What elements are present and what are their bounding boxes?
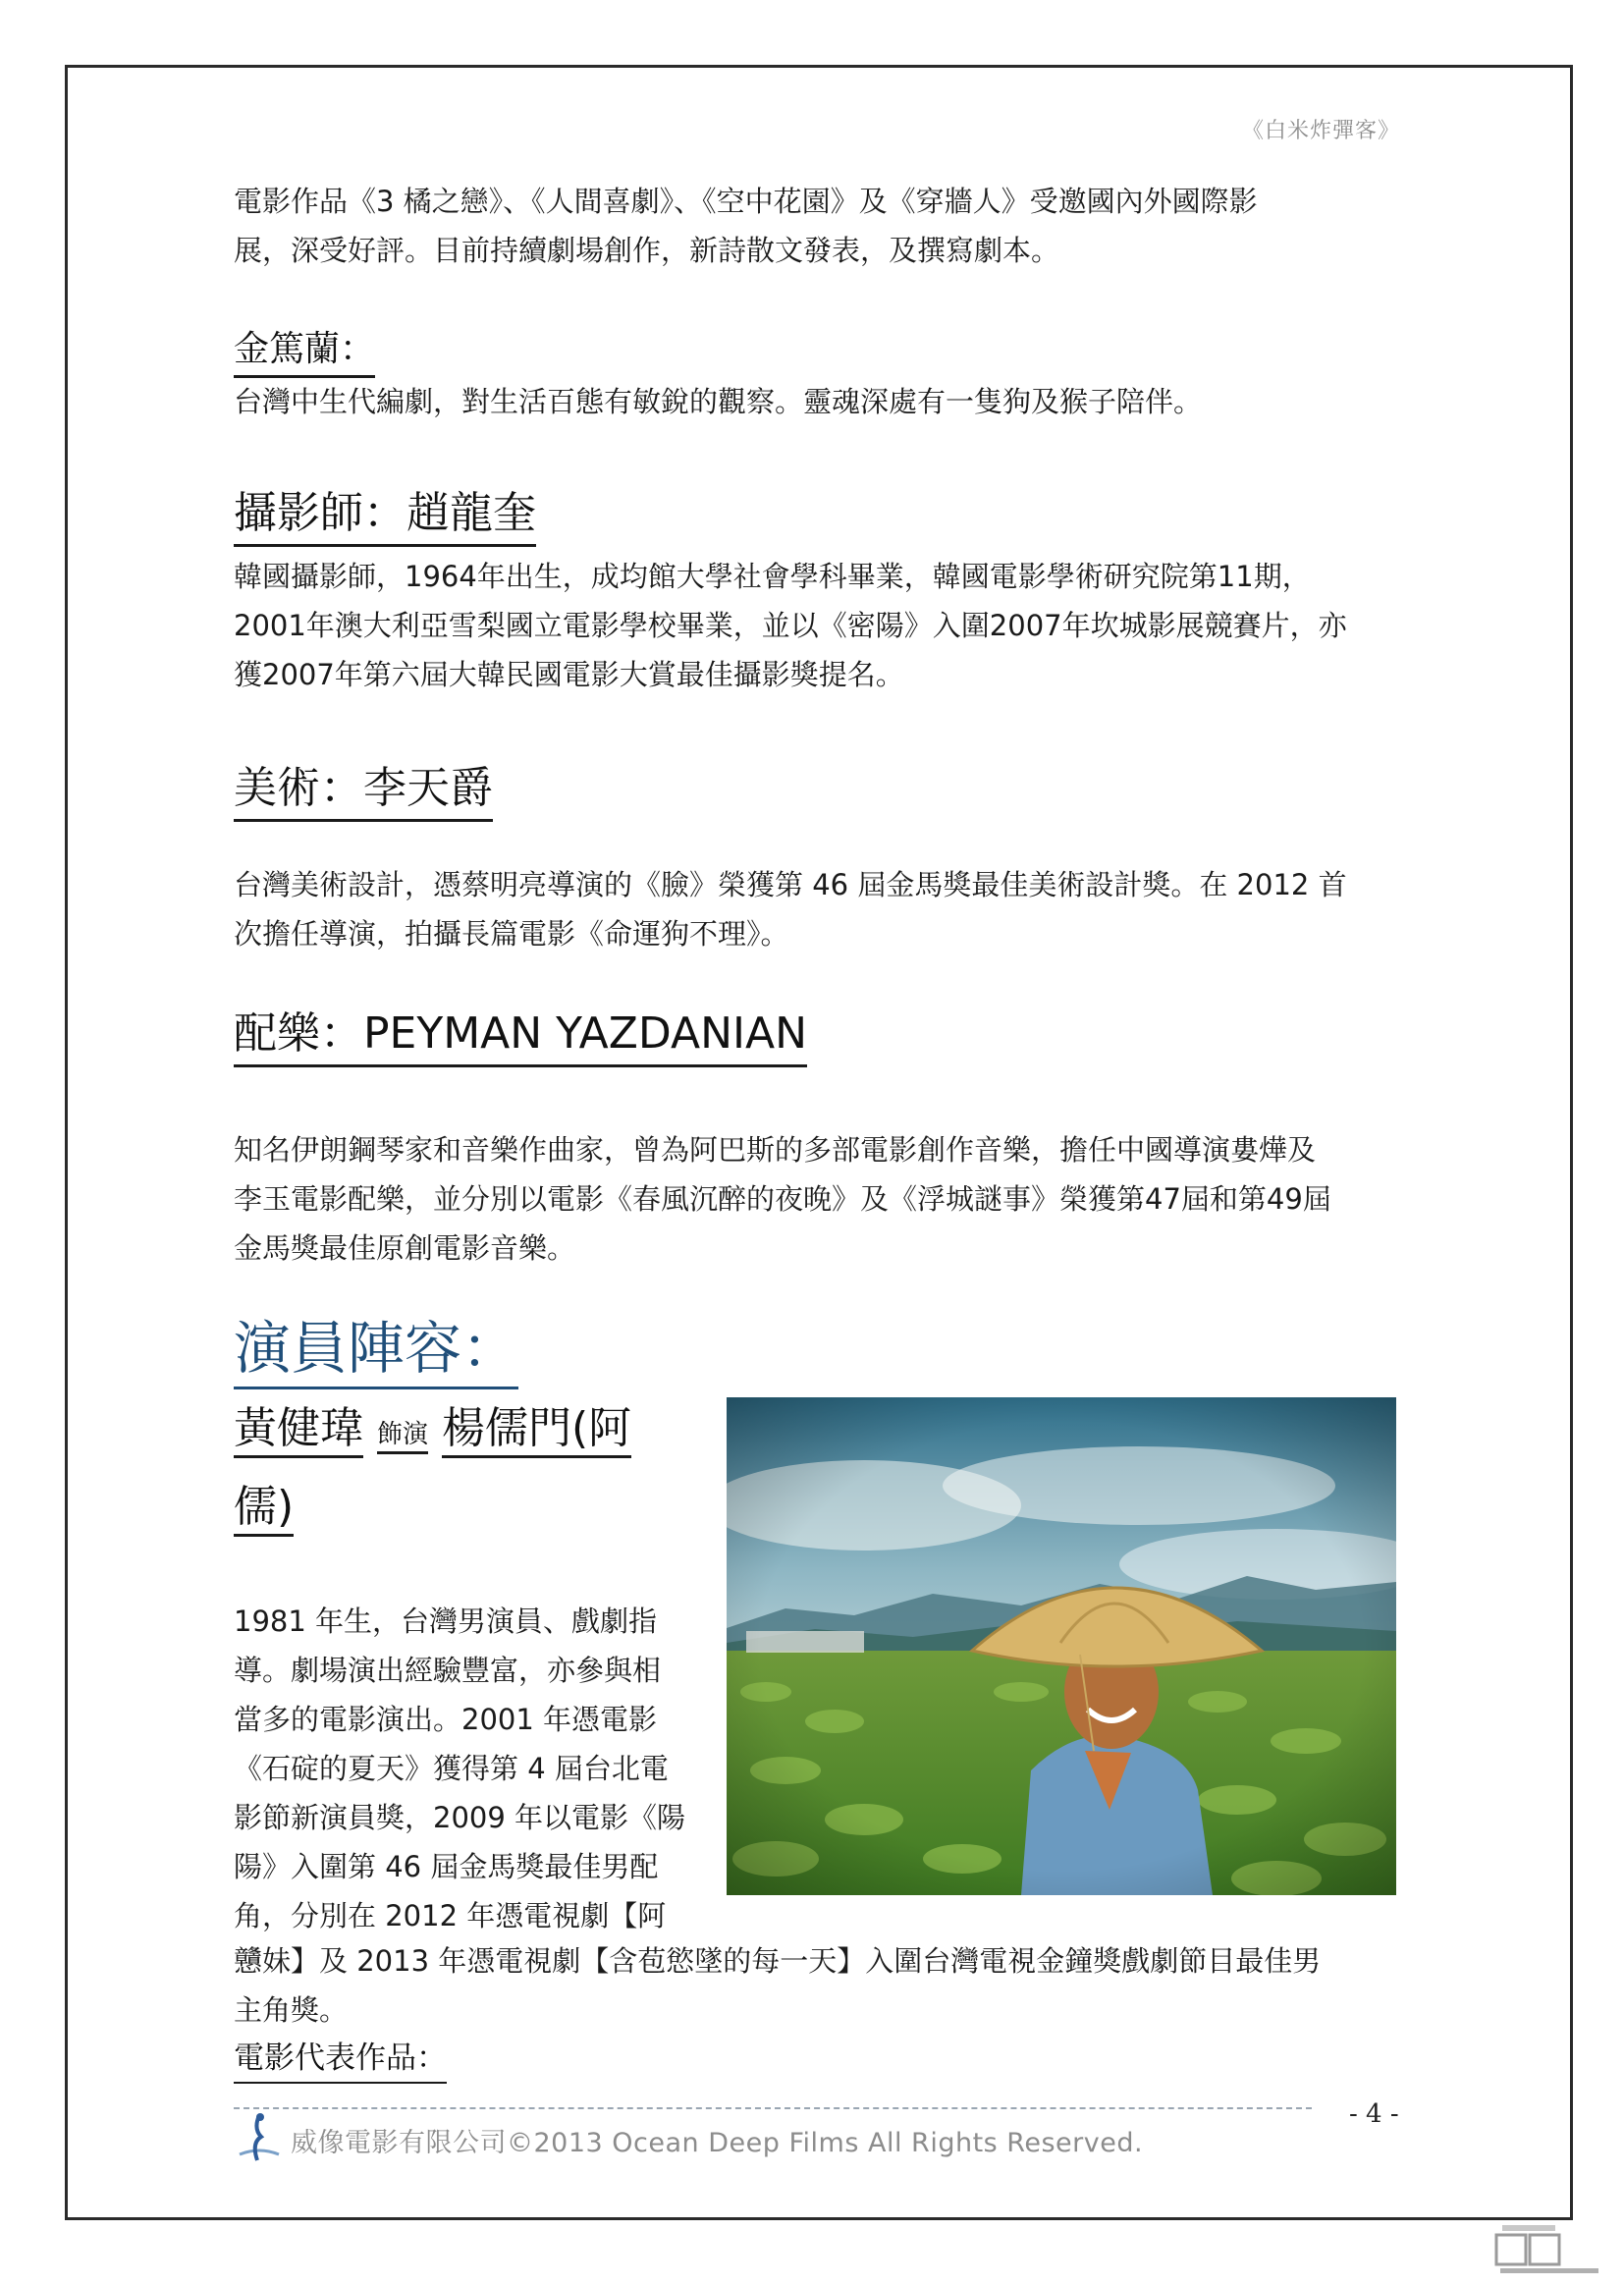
art-line-1: 台灣美術設計，憑蔡明亮導演的《臉》榮獲第 46 屆金馬獎最佳美術設計獎。在 2012 首 — [234, 868, 1347, 901]
screenwriter-bio-block — [234, 377, 1402, 426]
hd-club-watermark-icon — [1494, 2221, 1608, 2276]
art-line-2: 次擔任導演，拍攝長篇電影《命運狗不理》。 — [234, 917, 789, 951]
actor-bio-wide-line-1: 戇妹】及 2013 年憑電視劇【含苞慾墜的每一天】入圍台灣電視金鐘獎戲劇節目最佳男 — [234, 1944, 1322, 1978]
art-heading: 美術：李天爵 — [234, 762, 493, 822]
actor-bio-narrow — [234, 1597, 705, 1940]
actor-photo — [727, 1397, 1396, 1895]
actor-bio-line-3: 當多的電影演出。2001 年憑電影 — [234, 1703, 658, 1736]
cinematographer-line-2: 2001年澳大利亞雪梨國立電影學校畢業，並以《密陽》入圍2007年坎城影展競賽片，亦 — [234, 609, 1347, 642]
company-logo-icon — [236, 2111, 283, 2166]
actor-role-line-1: 楊儒門(阿 — [442, 1403, 631, 1458]
music-heading: 配樂：PEYMAN YAZDANIAN — [234, 1007, 807, 1067]
art-bio — [234, 860, 1402, 958]
cinematographer-line-1: 韓國攝影師，1964年出生，成均館大學社會學科畢業，韓國電影學術研究院第11期， — [234, 560, 1311, 593]
intro-line-1: 電影作品《3 橘之戀》、《人間喜劇》、《空中花園》及《穿牆人》受邀國內外國際影 — [234, 185, 1258, 218]
running-title: 《白米炸彈客》 — [1241, 119, 1400, 143]
screenwriter-section — [234, 328, 1402, 378]
actor-bio-line-5: 影節新演員獎，2009 年以電影《陽 — [234, 1801, 686, 1834]
music-line-3: 金馬獎最佳原創電影音樂。 — [234, 1231, 576, 1265]
intro-paragraph — [234, 177, 1402, 275]
cinematographer-line-3: 獲2007年第六屆大韓民國電影大賞最佳攝影獎提名。 — [234, 658, 904, 691]
vignette — [727, 1397, 1396, 1895]
actor-plays-label: 飾演 — [377, 1420, 428, 1454]
footer-copyright: 威像電影有限公司©2013 Ocean Deep Films All Rights Reserved. — [291, 2128, 1144, 2158]
cinematographer-heading: 攝影師：趙龍奎 — [234, 487, 536, 547]
footer-divider — [234, 2107, 1312, 2109]
screenwriter-heading: 金篤蘭： — [234, 328, 375, 378]
actor-photo-illustration — [727, 1397, 1396, 1895]
cast-section — [234, 1316, 1402, 1389]
actor-bio-line-4: 《石碇的夏天》獲得第 4 屆台北電 — [234, 1752, 669, 1785]
music-bio — [234, 1125, 1402, 1273]
music-line-1: 知名伊朗鋼琴家和音樂作曲家，曾為阿巴斯的多部電影創作音樂，擔任中國導演婁燁及 — [234, 1133, 1317, 1167]
cinematographer-section — [234, 487, 1402, 547]
actor-bio-line-2: 導。劇場演出經驗豐富，亦參與相 — [234, 1654, 662, 1687]
screenwriter-bio: 台灣中生代編劇，對生活百態有敏銳的觀察。靈魂深處有一隻狗及猴子陪伴。 — [234, 385, 1203, 418]
music-section — [234, 1007, 1402, 1067]
actor-role-line-2: 儒) — [234, 1482, 294, 1537]
music-line-2: 李玉電影配樂，並分別以電影《春風沉醉的夜晚》及《浮城謎事》榮獲第47屆和第49屆 — [234, 1182, 1331, 1216]
art-section — [234, 762, 1402, 822]
actor-bio-line-6: 陽》入圍第 46 屆金馬獎最佳男配 — [234, 1850, 659, 1883]
actor-bio-wide-line-2: 主角獎。 — [234, 1993, 349, 2027]
works-heading: 電影代表作品： — [234, 2037, 447, 2084]
cast-heading: 演員陣容： — [234, 1316, 518, 1389]
actor-bio-line-7: 角，分別在 2012 年憑電視劇【阿 — [234, 1899, 667, 1932]
actor-heading — [234, 1392, 695, 1544]
page-number: - 4 - — [1349, 2099, 1399, 2129]
actor-bio-wide — [234, 1936, 1402, 2035]
actor-name: 黃健瑋 — [234, 1403, 363, 1458]
cinematographer-bio — [234, 552, 1402, 699]
intro-line-2: 展，深受好評。目前持續劇場創作，新詩散文發表，及撰寫劇本。 — [234, 234, 1060, 267]
actor-bio-line-1: 1981 年生，台灣男演員、戲劇指 — [234, 1605, 658, 1638]
